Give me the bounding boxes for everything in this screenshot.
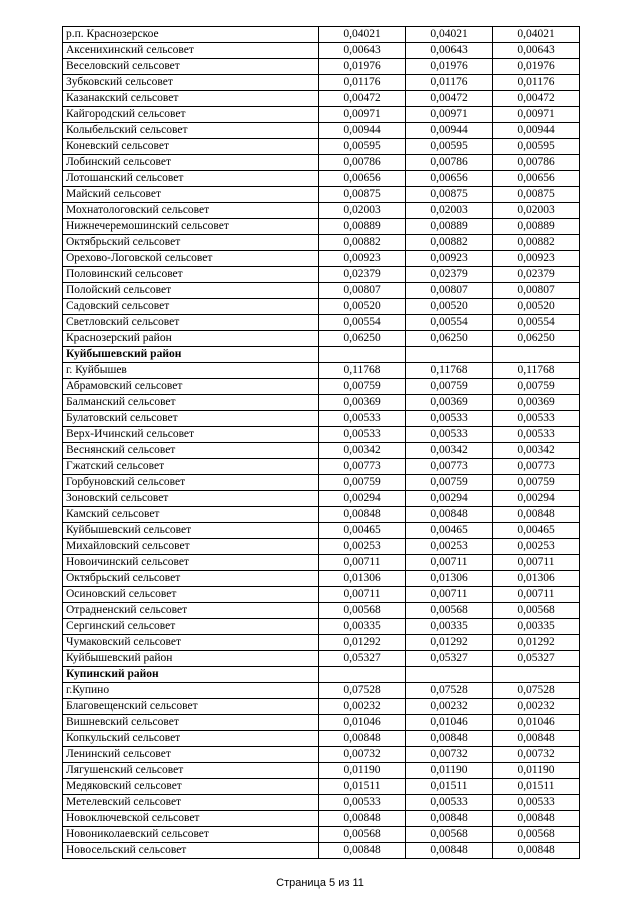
coefficient-cell-3: 0,00656 [493, 171, 580, 187]
coefficient-cell-1: 0,00848 [319, 843, 406, 859]
coefficient-cell-2: 0,01190 [406, 763, 493, 779]
coefficient-cell-2: 0,00944 [406, 123, 493, 139]
coefficient-cell-3: 0,00533 [493, 411, 580, 427]
coefficient-cell-1: 0,01511 [319, 779, 406, 795]
empty-cell [406, 667, 493, 683]
coefficient-cell-1: 0,00656 [319, 171, 406, 187]
empty-cell [319, 667, 406, 683]
coefficient-cell-1: 0,06250 [319, 331, 406, 347]
municipality-name-cell: Коневский сельсовет [63, 139, 319, 155]
coefficient-cell-1: 0,01976 [319, 59, 406, 75]
table-row [63, 139, 580, 155]
coefficient-cell-2: 0,00232 [406, 699, 493, 715]
municipality-name-cell: Аксенихинский сельсовет [63, 43, 319, 59]
coefficient-cell-1: 0,02003 [319, 203, 406, 219]
municipality-name-cell: Орехово-Логовской сельсовет [63, 251, 319, 267]
table-row [63, 587, 580, 603]
table-row [63, 363, 580, 379]
municipality-name-cell: Новоичинский сельсовет [63, 555, 319, 571]
table-row [63, 603, 580, 619]
coefficient-cell-3: 0,00944 [493, 123, 580, 139]
coefficient-cell-1: 0,01306 [319, 571, 406, 587]
coefficient-cell-1: 0,00773 [319, 459, 406, 475]
municipality-name-cell: Мохнатологовский сельсовет [63, 203, 319, 219]
table-row [63, 203, 580, 219]
table-row [63, 219, 580, 235]
coefficient-cell-2: 0,01511 [406, 779, 493, 795]
municipality-name-cell: Благовещенский сельсовет [63, 699, 319, 715]
page-number-footer: Страница 5 из 11 [276, 877, 364, 889]
coefficient-cell-3: 0,00643 [493, 43, 580, 59]
table-row [63, 779, 580, 795]
table-row [63, 395, 580, 411]
coefficient-cell-3: 0,00759 [493, 475, 580, 491]
coefficient-cell-2: 0,00656 [406, 171, 493, 187]
municipality-name-cell: Новоключевской сельсовет [63, 811, 319, 827]
municipality-name-cell: Горбуновский сельсовет [63, 475, 319, 491]
coefficient-cell-1: 0,00759 [319, 379, 406, 395]
coefficient-cell-1: 0,00889 [319, 219, 406, 235]
table-row [63, 155, 580, 171]
coefficient-cell-2: 0,02003 [406, 203, 493, 219]
coefficient-cell-3: 0,00759 [493, 379, 580, 395]
coefficient-cell-3: 0,00342 [493, 443, 580, 459]
coefficient-cell-1: 0,04021 [319, 27, 406, 43]
coefficient-cell-3: 0,07528 [493, 683, 580, 699]
coefficient-cell-2: 0,00595 [406, 139, 493, 155]
coefficient-cell-3: 0,01976 [493, 59, 580, 75]
coefficient-cell-3: 0,01176 [493, 75, 580, 91]
coefficient-cell-3: 0,00369 [493, 395, 580, 411]
coefficient-cell-2: 0,00643 [406, 43, 493, 59]
municipality-name-cell: Майский сельсовет [63, 187, 319, 203]
coefficient-cell-2: 0,00253 [406, 539, 493, 555]
coefficient-cell-2: 0,00520 [406, 299, 493, 315]
municipality-name-cell: Метелевский сельсовет [63, 795, 319, 811]
coefficient-cell-3: 0,00335 [493, 619, 580, 635]
table-row [63, 75, 580, 91]
coefficient-cell-2: 0,00335 [406, 619, 493, 635]
coefficient-cell-1: 0,00520 [319, 299, 406, 315]
coefficient-cell-3: 0,00923 [493, 251, 580, 267]
table-row [63, 843, 580, 859]
table-row [63, 747, 580, 763]
coefficient-cell-1: 0,00595 [319, 139, 406, 155]
coefficient-cell-1: 0,00342 [319, 443, 406, 459]
municipality-name-cell: Садовский сельсовет [63, 299, 319, 315]
empty-cell [493, 667, 580, 683]
municipality-name-cell: Балманский сельсовет [63, 395, 319, 411]
coefficients-table [62, 26, 580, 859]
section-title: Купинский район [63, 667, 319, 683]
coefficient-cell-2: 0,00294 [406, 491, 493, 507]
table-row [63, 427, 580, 443]
table-row [63, 187, 580, 203]
coefficient-cell-3: 0,00889 [493, 219, 580, 235]
table-row [63, 331, 580, 347]
coefficient-cell-2: 0,00759 [406, 379, 493, 395]
coefficient-cell-1: 0,00643 [319, 43, 406, 59]
coefficient-cell-2: 0,00848 [406, 731, 493, 747]
table-row [63, 411, 580, 427]
coefficient-cell-2: 0,00554 [406, 315, 493, 331]
coefficient-cell-3: 0,00472 [493, 91, 580, 107]
coefficient-cell-1: 0,00732 [319, 747, 406, 763]
coefficient-cell-2: 0,01292 [406, 635, 493, 651]
table-row [63, 523, 580, 539]
municipality-name-cell: Колыбельский сельсовет [63, 123, 319, 139]
municipality-name-cell: Камский сельсовет [63, 507, 319, 523]
coefficient-cell-3: 0,00971 [493, 107, 580, 123]
municipality-name-cell: Веселовский сельсовет [63, 59, 319, 75]
municipality-name-cell: Кайгородский сельсовет [63, 107, 319, 123]
municipality-name-cell: Сергинский сельсовет [63, 619, 319, 635]
coefficient-cell-3: 0,00848 [493, 507, 580, 523]
section-title: Куйбышевский район [63, 347, 319, 363]
coefficient-cell-2: 0,00533 [406, 795, 493, 811]
municipality-name-cell: Лягушенский сельсовет [63, 763, 319, 779]
table-row [63, 251, 580, 267]
coefficient-cell-1: 0,00923 [319, 251, 406, 267]
coefficient-cell-2: 0,00889 [406, 219, 493, 235]
empty-cell [493, 347, 580, 363]
table-body [63, 27, 580, 859]
table-row [63, 699, 580, 715]
municipality-name-cell: Осиновский сельсовет [63, 587, 319, 603]
coefficient-cell-1: 0,00253 [319, 539, 406, 555]
coefficient-cell-2: 0,00711 [406, 587, 493, 603]
table-row [63, 619, 580, 635]
coefficient-cell-1: 0,00554 [319, 315, 406, 331]
coefficient-cell-3: 0,00232 [493, 699, 580, 715]
municipality-name-cell: р.п. Краснозерское [63, 27, 319, 43]
coefficient-cell-2: 0,11768 [406, 363, 493, 379]
coefficient-cell-3: 0,00253 [493, 539, 580, 555]
coefficient-cell-2: 0,00848 [406, 811, 493, 827]
coefficient-cell-1: 0,00533 [319, 411, 406, 427]
municipality-name-cell: Нижнечеремошинский сельсовет [63, 219, 319, 235]
municipality-name-cell: Казанакский сельсовет [63, 91, 319, 107]
section-header-row [63, 667, 580, 683]
coefficient-cell-1: 0,00294 [319, 491, 406, 507]
table-row [63, 763, 580, 779]
coefficient-cell-3: 0,00875 [493, 187, 580, 203]
coefficient-cell-1: 0,00759 [319, 475, 406, 491]
table-row [63, 27, 580, 43]
municipality-name-cell: Лобинский сельсовет [63, 155, 319, 171]
municipality-name-cell: Новосельский сельсовет [63, 843, 319, 859]
municipality-name-cell: Абрамовский сельсовет [63, 379, 319, 395]
coefficient-cell-2: 0,00711 [406, 555, 493, 571]
table-row [63, 459, 580, 475]
coefficient-cell-1: 0,11768 [319, 363, 406, 379]
coefficient-cell-2: 0,00369 [406, 395, 493, 411]
coefficient-cell-1: 0,00944 [319, 123, 406, 139]
municipality-name-cell: Веснянский сельсовет [63, 443, 319, 459]
coefficient-cell-2: 0,07528 [406, 683, 493, 699]
coefficient-cell-1: 0,00848 [319, 507, 406, 523]
coefficient-cell-3: 0,01306 [493, 571, 580, 587]
table-row [63, 491, 580, 507]
coefficient-cell-3: 0,00773 [493, 459, 580, 475]
coefficient-cell-2: 0,00882 [406, 235, 493, 251]
coefficient-cell-2: 0,00848 [406, 843, 493, 859]
municipality-name-cell: г. Куйбышев [63, 363, 319, 379]
coefficient-cell-3: 0,01046 [493, 715, 580, 731]
coefficient-cell-3: 0,01511 [493, 779, 580, 795]
table-row [63, 283, 580, 299]
coefficient-cell-3: 0,00848 [493, 731, 580, 747]
municipality-name-cell: Копкульский сельсовет [63, 731, 319, 747]
coefficient-cell-3: 0,00554 [493, 315, 580, 331]
coefficient-cell-1: 0,00711 [319, 555, 406, 571]
coefficient-cell-2: 0,00568 [406, 603, 493, 619]
table-row [63, 635, 580, 651]
coefficient-cell-1: 0,05327 [319, 651, 406, 667]
coefficient-cell-3: 0,00732 [493, 747, 580, 763]
coefficient-cell-2: 0,00342 [406, 443, 493, 459]
coefficient-cell-2: 0,05327 [406, 651, 493, 667]
table-row [63, 555, 580, 571]
coefficient-cell-2: 0,00807 [406, 283, 493, 299]
coefficient-cell-2: 0,01976 [406, 59, 493, 75]
coefficient-cell-1: 0,00882 [319, 235, 406, 251]
municipality-name-cell: Новониколаевский сельсовет [63, 827, 319, 843]
municipality-name-cell: Медяковский сельсовет [63, 779, 319, 795]
coefficient-cell-3: 0,06250 [493, 331, 580, 347]
coefficient-cell-3: 0,00848 [493, 843, 580, 859]
coefficient-cell-1: 0,00848 [319, 811, 406, 827]
coefficient-cell-1: 0,02379 [319, 267, 406, 283]
coefficient-cell-3: 0,04021 [493, 27, 580, 43]
coefficient-cell-3: 0,00711 [493, 555, 580, 571]
table-row [63, 91, 580, 107]
municipality-name-cell: Чумаковский сельсовет [63, 635, 319, 651]
coefficient-cell-2: 0,00759 [406, 475, 493, 491]
coefficient-cell-1: 0,00848 [319, 731, 406, 747]
table-row [63, 507, 580, 523]
document-table-container [62, 26, 580, 859]
coefficient-cell-1: 0,00568 [319, 603, 406, 619]
coefficient-cell-1: 0,00568 [319, 827, 406, 843]
coefficient-cell-3: 0,00568 [493, 827, 580, 843]
coefficient-cell-1: 0,00232 [319, 699, 406, 715]
coefficient-cell-2: 0,00568 [406, 827, 493, 843]
coefficient-cell-3: 0,00807 [493, 283, 580, 299]
municipality-name-cell: Краснозерский район [63, 331, 319, 347]
coefficient-cell-3: 0,00882 [493, 235, 580, 251]
municipality-name-cell: Вишневский сельсовет [63, 715, 319, 731]
coefficient-cell-2: 0,00732 [406, 747, 493, 763]
coefficient-cell-3: 0,00465 [493, 523, 580, 539]
coefficient-cell-1: 0,00711 [319, 587, 406, 603]
coefficient-cell-2: 0,02379 [406, 267, 493, 283]
coefficient-cell-3: 0,00533 [493, 795, 580, 811]
table-row [63, 571, 580, 587]
coefficient-cell-2: 0,04021 [406, 27, 493, 43]
municipality-name-cell: Ленинский сельсовет [63, 747, 319, 763]
coefficient-cell-3: 0,00711 [493, 587, 580, 603]
coefficient-cell-1: 0,00533 [319, 795, 406, 811]
coefficient-cell-3: 0,02379 [493, 267, 580, 283]
coefficient-cell-3: 0,01190 [493, 763, 580, 779]
municipality-name-cell: Куйбышевский район [63, 651, 319, 667]
table-row [63, 811, 580, 827]
coefficient-cell-3: 0,00294 [493, 491, 580, 507]
municipality-name-cell: г.Купино [63, 683, 319, 699]
coefficient-cell-3: 0,05327 [493, 651, 580, 667]
municipality-name-cell: Михайловский сельсовет [63, 539, 319, 555]
table-row [63, 443, 580, 459]
coefficient-cell-1: 0,00465 [319, 523, 406, 539]
municipality-name-cell: Верх-Ичинский сельсовет [63, 427, 319, 443]
table-row [63, 123, 580, 139]
coefficient-cell-1: 0,00533 [319, 427, 406, 443]
coefficient-cell-3: 0,00568 [493, 603, 580, 619]
municipality-name-cell: Куйбышевский сельсовет [63, 523, 319, 539]
coefficient-cell-3: 0,02003 [493, 203, 580, 219]
municipality-name-cell: Полойский сельсовет [63, 283, 319, 299]
coefficient-cell-2: 0,00533 [406, 411, 493, 427]
empty-cell [406, 347, 493, 363]
coefficient-cell-2: 0,00923 [406, 251, 493, 267]
coefficient-cell-2: 0,01176 [406, 75, 493, 91]
table-row [63, 379, 580, 395]
table-row [63, 795, 580, 811]
table-row [63, 107, 580, 123]
table-row [63, 59, 580, 75]
coefficient-cell-3: 0,00786 [493, 155, 580, 171]
municipality-name-cell: Булатовский сельсовет [63, 411, 319, 427]
coefficient-cell-1: 0,07528 [319, 683, 406, 699]
coefficient-cell-1: 0,00875 [319, 187, 406, 203]
coefficient-cell-2: 0,00786 [406, 155, 493, 171]
table-row [63, 827, 580, 843]
coefficient-cell-1: 0,01292 [319, 635, 406, 651]
coefficient-cell-3: 0,01292 [493, 635, 580, 651]
table-row [63, 235, 580, 251]
section-header-row [63, 347, 580, 363]
table-row [63, 715, 580, 731]
municipality-name-cell: Половинский сельсовет [63, 267, 319, 283]
coefficient-cell-2: 0,01306 [406, 571, 493, 587]
municipality-name-cell: Октябрьский сельсовет [63, 235, 319, 251]
coefficient-cell-2: 0,00773 [406, 459, 493, 475]
municipality-name-cell: Зубковский сельсовет [63, 75, 319, 91]
municipality-name-cell: Зоновский сельсовет [63, 491, 319, 507]
table-row [63, 651, 580, 667]
coefficient-cell-2: 0,00465 [406, 523, 493, 539]
coefficient-cell-1: 0,00472 [319, 91, 406, 107]
table-row [63, 43, 580, 59]
municipality-name-cell: Светловский сельсовет [63, 315, 319, 331]
coefficient-cell-2: 0,00848 [406, 507, 493, 523]
coefficient-cell-1: 0,01046 [319, 715, 406, 731]
coefficient-cell-2: 0,00971 [406, 107, 493, 123]
coefficient-cell-1: 0,00369 [319, 395, 406, 411]
table-row [63, 475, 580, 491]
coefficient-cell-2: 0,00533 [406, 427, 493, 443]
table-row [63, 683, 580, 699]
coefficient-cell-1: 0,00971 [319, 107, 406, 123]
municipality-name-cell: Отрадненский сельсовет [63, 603, 319, 619]
coefficient-cell-3: 0,00520 [493, 299, 580, 315]
coefficient-cell-1: 0,00807 [319, 283, 406, 299]
coefficient-cell-1: 0,01190 [319, 763, 406, 779]
table-row [63, 299, 580, 315]
coefficient-cell-1: 0,00335 [319, 619, 406, 635]
municipality-name-cell: Лотошанский сельсовет [63, 171, 319, 187]
coefficient-cell-2: 0,00472 [406, 91, 493, 107]
coefficient-cell-3: 0,00533 [493, 427, 580, 443]
coefficient-cell-2: 0,06250 [406, 331, 493, 347]
empty-cell [319, 347, 406, 363]
table-row [63, 731, 580, 747]
coefficient-cell-3: 0,00595 [493, 139, 580, 155]
table-row [63, 315, 580, 331]
coefficient-cell-3: 0,11768 [493, 363, 580, 379]
table-row [63, 539, 580, 555]
coefficient-cell-1: 0,00786 [319, 155, 406, 171]
coefficient-cell-1: 0,01176 [319, 75, 406, 91]
coefficient-cell-3: 0,00848 [493, 811, 580, 827]
coefficient-cell-2: 0,01046 [406, 715, 493, 731]
municipality-name-cell: Октябрьский сельсовет [63, 571, 319, 587]
municipality-name-cell: Гжатский сельсовет [63, 459, 319, 475]
coefficient-cell-2: 0,00875 [406, 187, 493, 203]
table-row [63, 171, 580, 187]
table-row [63, 267, 580, 283]
